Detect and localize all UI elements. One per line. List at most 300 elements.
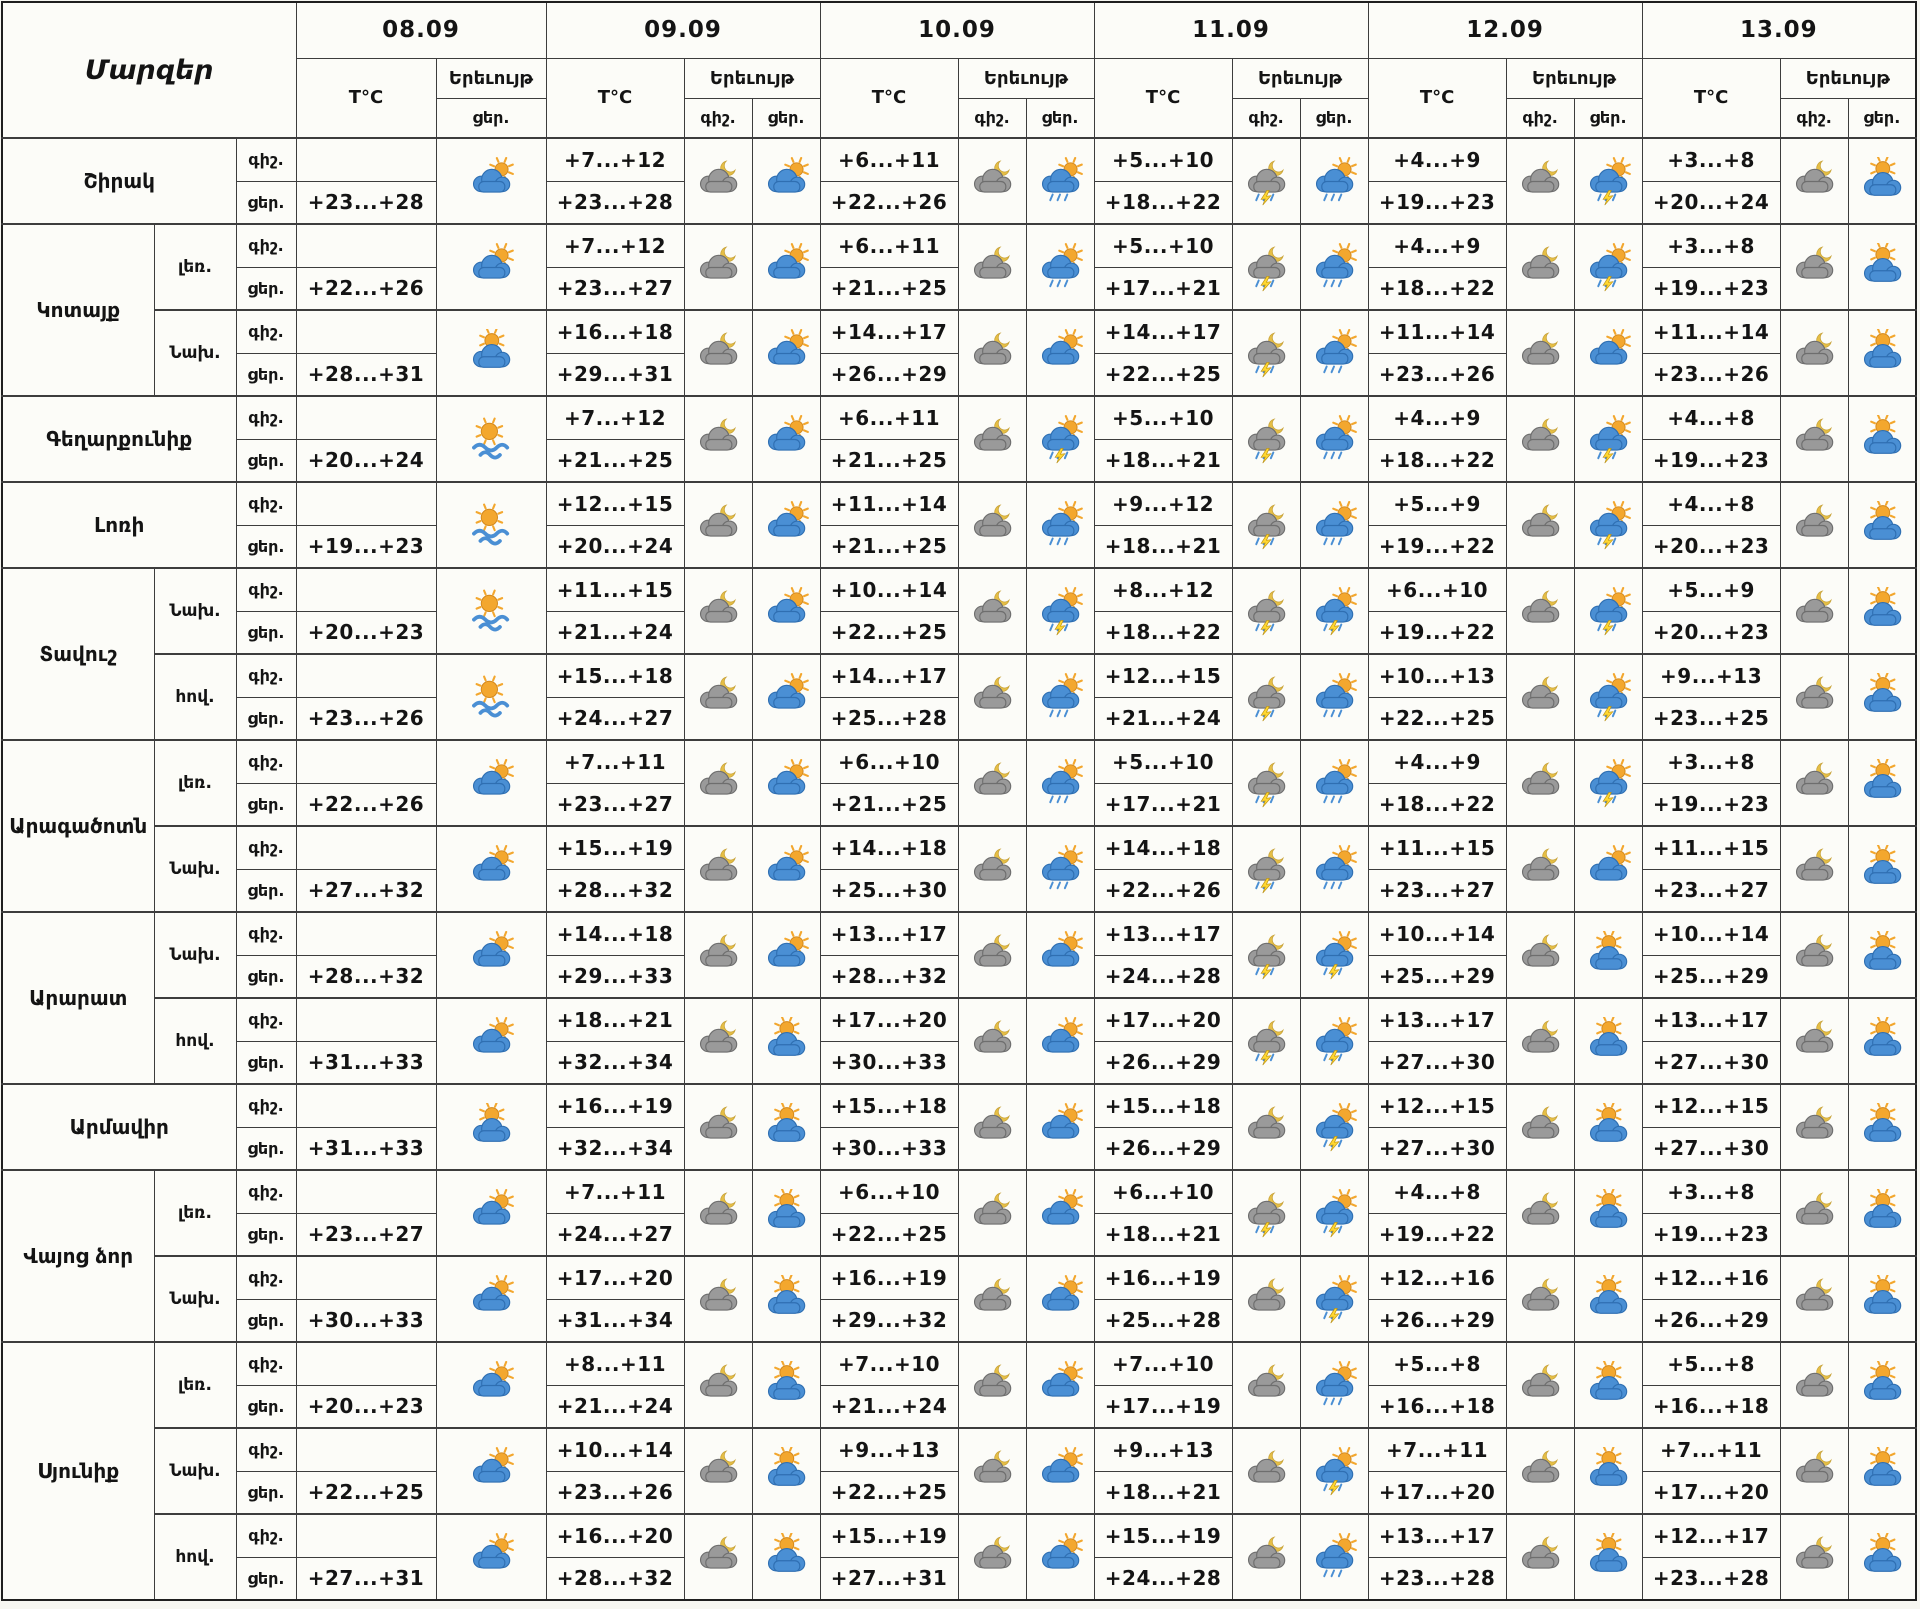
moon-behind-cloud-night-icon	[1514, 1275, 1566, 1324]
moon-behind-cloud-night-icon	[1788, 1361, 1840, 1410]
weather-icon-cell-night	[684, 1514, 752, 1600]
moon-behind-cloud-night-icon	[1788, 1447, 1840, 1496]
weather-icon-cell-day	[1026, 740, 1094, 826]
day-temp-cell: +28...+31	[296, 353, 436, 396]
moon-behind-cloud-night-icon	[692, 501, 744, 550]
day-temp-cell: +17...+20	[1642, 1471, 1780, 1514]
sun-over-cloud-day-icon	[1856, 673, 1908, 722]
sun-over-cloud-day-icon	[1582, 1275, 1634, 1324]
moon-behind-cloud-night-icon	[692, 1361, 744, 1410]
region-name: Վայոց ձոր	[2, 1170, 154, 1342]
subarea-label: Նախ.	[154, 826, 236, 912]
weather-icon-cell-night	[1506, 740, 1574, 826]
weather-icon-cell-night	[958, 826, 1026, 912]
night-temp-cell	[296, 1170, 436, 1213]
sun-over-cloud-day-icon	[1856, 587, 1908, 636]
night-temp-cell: +11...+14	[1368, 310, 1506, 353]
weather-icon-cell-day	[1300, 1514, 1368, 1600]
sun-over-cloud-day-icon	[1856, 1447, 1908, 1496]
day-column-header: ցեր.	[1848, 98, 1916, 138]
weather-icon-cell-day	[752, 1514, 820, 1600]
night-temp-cell: +16...+20	[546, 1514, 684, 1557]
night-temp-cell: +11...+14	[820, 482, 958, 525]
weather-icon-cell-day	[1574, 912, 1642, 998]
night-temp-cell: +4...+9	[1368, 138, 1506, 181]
moon-behind-cloud-night-icon	[1514, 673, 1566, 722]
night-row-label: գիշ.	[236, 568, 296, 611]
weather-icon-cell-day	[1300, 482, 1368, 568]
moon-behind-cloud-night-icon	[1788, 673, 1840, 722]
sun-over-cloud-day-icon	[1856, 501, 1908, 550]
night-temp-cell: +10...+14	[546, 1428, 684, 1471]
night-temp-cell: +15...+18	[820, 1084, 958, 1127]
sun-behind-cloud-day-icon	[760, 931, 812, 980]
weather-icon-cell-night	[684, 998, 752, 1084]
day-temp-cell: +27...+32	[296, 869, 436, 912]
night-temp-cell: +16...+19	[820, 1256, 958, 1299]
day-temp-cell: +26...+29	[820, 353, 958, 396]
day-temp-cell: +23...+28	[546, 181, 684, 224]
weather-icon-cell-day	[1026, 1256, 1094, 1342]
day-temp-cell: +18...+22	[1094, 611, 1232, 654]
sun-behind-cloud-day-icon	[760, 157, 812, 206]
weather-icon-cell-day	[1848, 1428, 1916, 1514]
moon-behind-cloud-night-icon	[1514, 329, 1566, 378]
weather-icon-cell-day	[752, 310, 820, 396]
sun-over-cloud-day-icon	[760, 1447, 812, 1496]
weather-icon-cell-night	[1780, 912, 1848, 998]
weather-icon-cell-day	[1026, 826, 1094, 912]
moon-behind-cloud-night-icon	[1788, 501, 1840, 550]
day-temp-cell: +18...+22	[1368, 267, 1506, 310]
subarea-label: հով.	[154, 1514, 236, 1600]
day-temp-cell: +29...+32	[820, 1299, 958, 1342]
weather-icon-cell-night	[1506, 310, 1574, 396]
night-temp-cell	[296, 310, 436, 353]
night-temp-cell: +10...+14	[1368, 912, 1506, 955]
weather-icon-cell	[436, 310, 546, 396]
day-temp-cell: +23...+26	[296, 697, 436, 740]
day-temp-cell: +19...+23	[1642, 267, 1780, 310]
moon-cloud-thunder-rain-night-icon	[1240, 845, 1292, 894]
moon-behind-cloud-night-icon	[1788, 1533, 1840, 1582]
sun-cloud-thunder-rain-day-icon	[1308, 1275, 1360, 1324]
sun-cloud-rain-day-icon	[1034, 673, 1086, 722]
day-temp-cell: +21...+24	[546, 611, 684, 654]
moon-behind-cloud-night-icon	[1514, 501, 1566, 550]
weather-icon-cell-night	[684, 310, 752, 396]
moon-behind-cloud-night-icon	[692, 1017, 744, 1066]
weather-icon-cell-night	[958, 1514, 1026, 1600]
day-temp-cell: +25...+28	[820, 697, 958, 740]
day-temp-cell: +19...+22	[1368, 611, 1506, 654]
day-temp-cell: +22...+25	[820, 1471, 958, 1514]
weather-icon-cell-day	[1574, 1170, 1642, 1256]
moon-behind-cloud-night-icon	[966, 845, 1018, 894]
night-temp-cell: +12...+15	[1368, 1084, 1506, 1127]
sun-behind-cloud-day-icon	[1034, 329, 1086, 378]
weather-icon-cell-night	[1506, 1256, 1574, 1342]
day-row-label: ցեր.	[236, 783, 296, 826]
moon-behind-cloud-night-icon	[1514, 759, 1566, 808]
temp-column-header: T°C	[1642, 58, 1780, 138]
sun-behind-cloud-day-icon	[465, 1447, 517, 1496]
day-temp-cell: +18...+21	[1094, 1213, 1232, 1256]
weather-icon-cell-night	[1780, 998, 1848, 1084]
weather-icon-cell-day	[1574, 1514, 1642, 1600]
date-header: 09.09	[546, 2, 820, 58]
moon-behind-cloud-night-icon	[1514, 931, 1566, 980]
night-temp-cell: +6...+10	[820, 1170, 958, 1213]
moon-behind-cloud-night-icon	[1514, 1361, 1566, 1410]
moon-behind-cloud-night-icon	[1514, 1103, 1566, 1152]
region-name: Տավուշ	[2, 568, 154, 740]
weather-icon-cell-day	[1574, 224, 1642, 310]
day-temp-cell: +25...+30	[820, 869, 958, 912]
night-temp-cell: +16...+19	[1094, 1256, 1232, 1299]
night-temp-cell: +4...+9	[1368, 396, 1506, 439]
weather-icon-cell-night	[958, 396, 1026, 482]
weather-icon-cell-day	[1574, 1342, 1642, 1428]
moon-behind-cloud-night-icon	[966, 329, 1018, 378]
weather-icon-cell-day	[752, 912, 820, 998]
weather-icon-cell-day	[1848, 224, 1916, 310]
day-temp-cell: +18...+21	[1094, 525, 1232, 568]
night-temp-cell: +17...+20	[820, 998, 958, 1041]
day-column-header: ցեր.	[1574, 98, 1642, 138]
weather-icon-cell-day	[1848, 138, 1916, 224]
sun-behind-cloud-day-icon	[465, 1275, 517, 1324]
sun-behind-cloud-day-icon	[1582, 845, 1634, 894]
moon-behind-cloud-night-icon	[1788, 1275, 1840, 1324]
day-temp-cell: +29...+31	[546, 353, 684, 396]
sun-fog-icon	[465, 587, 517, 636]
night-temp-cell	[296, 826, 436, 869]
night-temp-cell: +5...+10	[1094, 396, 1232, 439]
day-row-label: ցեր.	[236, 611, 296, 654]
day-temp-cell: +22...+25	[820, 1213, 958, 1256]
night-temp-cell: +12...+16	[1642, 1256, 1780, 1299]
moon-behind-cloud-night-icon	[966, 415, 1018, 464]
forecast-row-night	[2, 138, 1916, 181]
weather-icon-cell-day	[752, 482, 820, 568]
weather-icon-cell-night	[1232, 1084, 1300, 1170]
weather-icon-cell-day	[1574, 310, 1642, 396]
sun-cloud-rain-day-icon	[1308, 759, 1360, 808]
sun-behind-cloud-day-icon	[760, 845, 812, 894]
weather-icon-cell-night	[958, 1084, 1026, 1170]
forecast-row-night	[2, 826, 1916, 869]
moon-behind-cloud-night-icon	[692, 759, 744, 808]
sun-over-cloud-day-icon	[1856, 1017, 1908, 1066]
sun-over-cloud-day-icon	[1582, 1447, 1634, 1496]
night-temp-cell	[296, 396, 436, 439]
sun-over-cloud-day-icon	[1856, 1275, 1908, 1324]
sun-cloud-thunder-rain-day-icon	[1308, 1103, 1360, 1152]
weather-icon-cell-day	[1848, 912, 1916, 998]
night-temp-cell: +13...+17	[1094, 912, 1232, 955]
day-row-label: ցեր.	[236, 1041, 296, 1084]
moon-cloud-thunder-rain-night-icon	[1240, 1189, 1292, 1238]
sun-cloud-thunder-rain-day-icon	[1582, 587, 1634, 636]
temp-column-header: T°C	[296, 58, 436, 138]
night-temp-cell: +14...+17	[1094, 310, 1232, 353]
weather-icon-cell-night	[958, 568, 1026, 654]
night-row-label: գիշ.	[236, 912, 296, 955]
moon-behind-cloud-night-icon	[692, 1189, 744, 1238]
weather-icon-cell-day	[752, 568, 820, 654]
night-temp-cell: +9...+12	[1094, 482, 1232, 525]
day-temp-cell: +17...+21	[1094, 783, 1232, 826]
sun-cloud-thunder-rain-day-icon	[1582, 673, 1634, 722]
weather-icon-cell-day	[1026, 1428, 1094, 1514]
weather-icon-cell-day	[1848, 740, 1916, 826]
weather-icon-cell-night	[1780, 1256, 1848, 1342]
night-temp-cell: +14...+18	[820, 826, 958, 869]
weather-icon-cell-day	[1574, 568, 1642, 654]
weather-icon-cell-night	[684, 568, 752, 654]
weather-icon-cell-night	[1780, 1428, 1848, 1514]
weather-icon-cell-day	[752, 1170, 820, 1256]
weather-icon-cell-day	[1848, 310, 1916, 396]
night-temp-cell: +7...+11	[546, 740, 684, 783]
weather-icon-cell-night	[684, 1170, 752, 1256]
moon-behind-cloud-night-icon	[692, 673, 744, 722]
day-row-label: ցեր.	[236, 1385, 296, 1428]
weather-icon-cell-day	[1574, 998, 1642, 1084]
moon-behind-cloud-night-icon	[1788, 243, 1840, 292]
moon-cloud-thunder-rain-night-icon	[1240, 501, 1292, 550]
sun-cloud-rain-day-icon	[1308, 1361, 1360, 1410]
day-temp-cell: +20...+24	[546, 525, 684, 568]
night-temp-cell: +6...+11	[820, 396, 958, 439]
weather-icon-cell-day	[752, 224, 820, 310]
day-temp-cell: +18...+22	[1368, 783, 1506, 826]
day-temp-cell: +16...+18	[1368, 1385, 1506, 1428]
region-name: Շիրակ	[2, 138, 236, 224]
moon-behind-cloud-night-icon	[1788, 1189, 1840, 1238]
night-temp-cell: +8...+12	[1094, 568, 1232, 611]
weather-icon-cell-day	[1300, 396, 1368, 482]
day-row-label: ցեր.	[236, 1557, 296, 1600]
sun-cloud-rain-day-icon	[1308, 415, 1360, 464]
moon-behind-cloud-night-icon	[692, 243, 744, 292]
moon-behind-cloud-night-icon	[1788, 845, 1840, 894]
weather-icon-cell-night	[1506, 224, 1574, 310]
moon-behind-cloud-night-icon	[966, 673, 1018, 722]
weather-icon-cell-day	[1300, 1342, 1368, 1428]
subarea-label: լեռ.	[154, 224, 236, 310]
moon-behind-cloud-night-icon	[966, 1447, 1018, 1496]
night-temp-cell: +13...+17	[820, 912, 958, 955]
weather-icon-cell-night	[1232, 482, 1300, 568]
sun-behind-cloud-day-icon	[760, 759, 812, 808]
sun-cloud-rain-day-icon	[1034, 501, 1086, 550]
weather-icon-cell-day	[1026, 310, 1094, 396]
weather-icon-cell-day	[752, 396, 820, 482]
weather-icon-cell	[436, 1428, 546, 1514]
moon-behind-cloud-night-icon	[1788, 329, 1840, 378]
sun-cloud-thunder-rain-day-icon	[1308, 931, 1360, 980]
weather-icon-cell-day	[1026, 224, 1094, 310]
weather-icon-cell-day	[1026, 1342, 1094, 1428]
moon-behind-cloud-night-icon	[1240, 1103, 1292, 1152]
night-temp-cell: +6...+11	[820, 138, 958, 181]
day-temp-cell: +19...+23	[1642, 783, 1780, 826]
weather-icon-cell-night	[1232, 998, 1300, 1084]
weather-icon-cell-night	[1780, 224, 1848, 310]
weather-icon-cell-day	[1300, 912, 1368, 998]
weather-icon-cell-night	[1232, 1514, 1300, 1600]
night-temp-cell	[296, 1342, 436, 1385]
weather-icon-cell-night	[1506, 1428, 1574, 1514]
weather-icon-cell-night	[1232, 826, 1300, 912]
day-temp-cell: +17...+19	[1094, 1385, 1232, 1428]
weather-icon-cell-day	[1300, 826, 1368, 912]
moon-behind-cloud-night-icon	[692, 415, 744, 464]
night-temp-cell: +7...+11	[1642, 1428, 1780, 1471]
moon-behind-cloud-night-icon	[692, 587, 744, 636]
sun-behind-cloud-day-icon	[760, 587, 812, 636]
temp-column-header: T°C	[1368, 58, 1506, 138]
night-temp-cell: +14...+17	[820, 310, 958, 353]
sun-cloud-thunder-rain-day-icon	[1308, 1189, 1360, 1238]
sun-over-cloud-day-icon	[760, 1189, 812, 1238]
moon-behind-cloud-night-icon	[1240, 1533, 1292, 1582]
day-temp-cell: +22...+26	[296, 267, 436, 310]
sun-over-cloud-day-icon	[1856, 931, 1908, 980]
region-name: Լոռի	[2, 482, 236, 568]
weather-icon-cell-night	[1506, 138, 1574, 224]
sun-over-cloud-day-icon	[1582, 931, 1634, 980]
sun-behind-cloud-day-icon	[1034, 1275, 1086, 1324]
moon-behind-cloud-night-icon	[1514, 1447, 1566, 1496]
forecast-row-night	[2, 998, 1916, 1041]
day-temp-cell: +22...+25	[820, 611, 958, 654]
sun-behind-cloud-day-icon	[465, 1361, 517, 1410]
sun-behind-cloud-day-icon	[1034, 1017, 1086, 1066]
weather-icon-cell-day	[1574, 740, 1642, 826]
moon-behind-cloud-night-icon	[692, 1275, 744, 1324]
weather-icon-cell-day	[1300, 138, 1368, 224]
weather-icon-cell-night	[1506, 912, 1574, 998]
night-row-label: գիշ.	[236, 1514, 296, 1557]
weather-icon-cell-night	[958, 224, 1026, 310]
night-temp-cell: +15...+19	[1094, 1514, 1232, 1557]
regions-header: Մարզեր	[2, 2, 296, 138]
day-temp-cell: +25...+29	[1368, 955, 1506, 998]
day-temp-cell: +22...+26	[820, 181, 958, 224]
weather-icon-cell-night	[1506, 998, 1574, 1084]
night-temp-cell: +12...+17	[1642, 1514, 1780, 1557]
weather-icon-cell-night	[1506, 1170, 1574, 1256]
moon-behind-cloud-night-icon	[966, 931, 1018, 980]
night-temp-cell	[296, 568, 436, 611]
moon-behind-cloud-night-icon	[692, 1103, 744, 1152]
subarea-label: Նախ.	[154, 310, 236, 396]
day-temp-cell: +23...+26	[1642, 353, 1780, 396]
night-column-header: գիշ.	[1232, 98, 1300, 138]
subarea-label: լեռ.	[154, 1342, 236, 1428]
night-temp-cell: +17...+20	[1094, 998, 1232, 1041]
sun-cloud-rain-day-icon	[1034, 759, 1086, 808]
sun-cloud-rain-day-icon	[1034, 845, 1086, 894]
weather-icon-cell-night	[958, 740, 1026, 826]
weather-icon-cell-day	[1300, 1170, 1368, 1256]
sun-over-cloud-day-icon	[1856, 1103, 1908, 1152]
weather-icon-cell	[436, 1084, 546, 1170]
day-column-header: ցեր.	[1300, 98, 1368, 138]
weather-icon-cell-night	[1780, 740, 1848, 826]
sun-over-cloud-day-icon	[760, 1533, 812, 1582]
weather-icon-cell	[436, 396, 546, 482]
day-temp-cell: +24...+27	[546, 1213, 684, 1256]
weather-icon-cell-night	[1780, 482, 1848, 568]
sun-behind-cloud-day-icon	[760, 415, 812, 464]
weather-icon-cell-day	[1574, 396, 1642, 482]
night-temp-cell: +12...+15	[1094, 654, 1232, 697]
day-temp-cell: +17...+21	[1094, 267, 1232, 310]
weather-icon-cell-night	[958, 1428, 1026, 1514]
subarea-label: Նախ.	[154, 912, 236, 998]
weather-icon-cell-night	[1232, 396, 1300, 482]
night-temp-cell: +3...+8	[1642, 224, 1780, 267]
day-column-header: ցեր.	[752, 98, 820, 138]
phenomenon-column-header: Երեւույթ	[1506, 58, 1642, 98]
day-temp-cell: +24...+28	[1094, 955, 1232, 998]
day-temp-cell: +19...+23	[1368, 181, 1506, 224]
temp-column-header: T°C	[1094, 58, 1232, 138]
night-temp-cell: +13...+17	[1368, 998, 1506, 1041]
sun-over-cloud-day-icon	[1582, 1189, 1634, 1238]
weather-icon-cell-night	[1232, 912, 1300, 998]
weather-icon-cell-day	[1300, 568, 1368, 654]
moon-behind-cloud-night-icon	[966, 243, 1018, 292]
day-row-label: ցեր.	[236, 1127, 296, 1170]
day-temp-cell: +26...+29	[1094, 1127, 1232, 1170]
sun-over-cloud-day-icon	[760, 1103, 812, 1152]
weather-icon-cell-night	[1232, 310, 1300, 396]
night-row-label: գիշ.	[236, 1084, 296, 1127]
night-temp-cell: +6...+10	[1094, 1170, 1232, 1213]
sun-cloud-rain-day-icon	[1034, 157, 1086, 206]
night-row-label: գիշ.	[236, 224, 296, 267]
region-name: Գեղարքունիք	[2, 396, 236, 482]
night-temp-cell: +16...+18	[546, 310, 684, 353]
sun-fog-icon	[465, 415, 517, 464]
weather-icon-cell	[436, 138, 546, 224]
weather-icon-cell-night	[684, 1342, 752, 1428]
night-temp-cell: +5...+8	[1368, 1342, 1506, 1385]
moon-behind-cloud-night-icon	[966, 1103, 1018, 1152]
sun-over-cloud-day-icon	[760, 1275, 812, 1324]
weather-icon-cell-day	[1848, 396, 1916, 482]
weather-icon-cell-night	[684, 138, 752, 224]
weather-icon-cell-day	[1300, 224, 1368, 310]
night-temp-cell: +7...+11	[546, 1170, 684, 1213]
day-column-header: ցեր.	[1026, 98, 1094, 138]
weather-icon-cell-night	[1506, 396, 1574, 482]
date-header: 10.09	[820, 2, 1094, 58]
weather-icon-cell-day	[1300, 998, 1368, 1084]
weather-icon-cell	[436, 998, 546, 1084]
night-row-label: գիշ.	[236, 1256, 296, 1299]
night-temp-cell: +7...+10	[1094, 1342, 1232, 1385]
weather-icon-cell-day	[1574, 654, 1642, 740]
moon-behind-cloud-night-icon	[966, 501, 1018, 550]
sun-behind-cloud-day-icon	[760, 243, 812, 292]
weather-icon-cell-night	[958, 1342, 1026, 1428]
